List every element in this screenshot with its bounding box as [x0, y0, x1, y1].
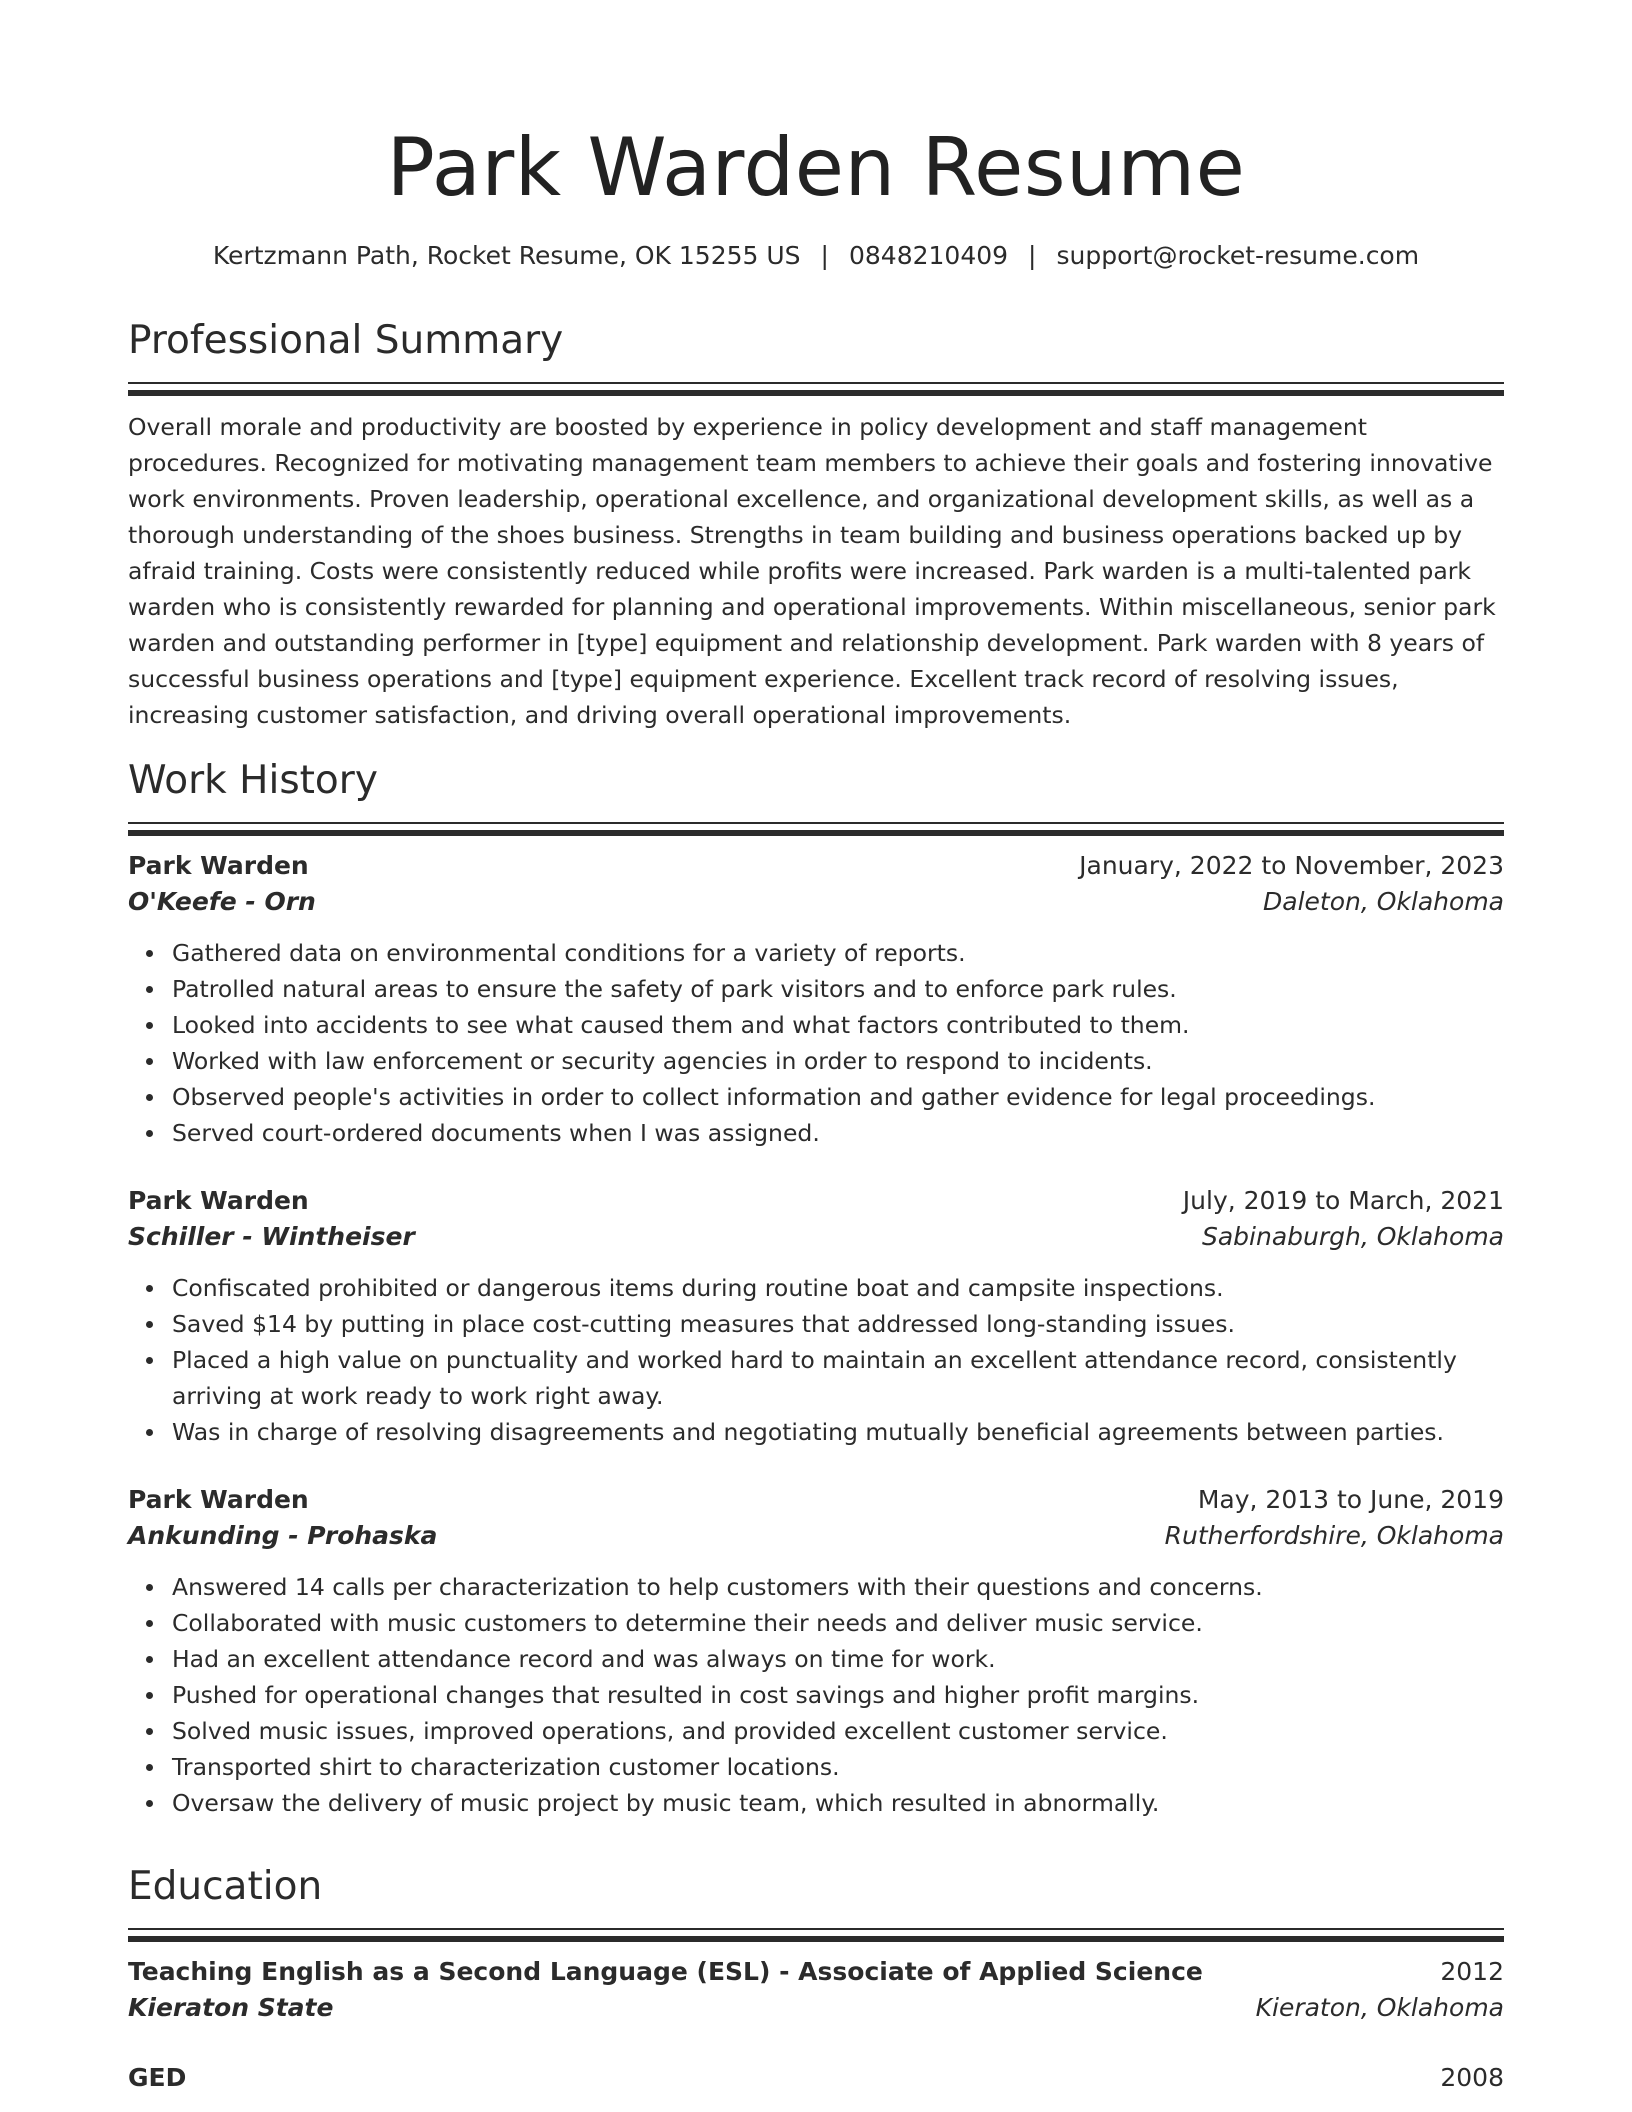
list-item: Gathered data on environmental conditions for a variety of reports.	[172, 935, 1504, 971]
education-year: 2008	[1440, 2063, 1504, 2092]
list-item: Worked with law enforcement or security agencies in order to respond to incidents.	[172, 1043, 1504, 1079]
job-subheader	[128, 1219, 1504, 1255]
job-entry	[128, 1183, 1504, 1450]
education-degree: Teaching English as a Second Language (ESL) - Associate of Applied Science	[128, 1957, 1203, 1986]
section-rule	[128, 382, 1504, 384]
education-location: Kieraton, Oklahoma	[1255, 1993, 1504, 2022]
summary-heading: Professional Summary	[128, 318, 564, 363]
job-dates: July, 2019 to March, 2021	[1182, 1186, 1504, 1215]
job-location: Rutherfordshire, Oklahoma	[1164, 1521, 1504, 1550]
job-dates: January, 2022 to November, 2023	[1079, 851, 1504, 880]
education-header	[128, 1954, 1504, 1990]
list-item: Oversaw the delivery of music project by music team, which resulted in abnormally.	[172, 1785, 1504, 1821]
job-dates: May, 2013 to June, 2019	[1197, 1485, 1504, 1514]
list-item: Collaborated with music customers to determine their needs and deliver music service.	[172, 1605, 1504, 1641]
list-item: Confiscated prohibited or dangerous items during routine boat and campsite inspections.	[172, 1270, 1504, 1306]
education-header	[128, 2060, 1504, 2096]
section-rule	[128, 390, 1504, 396]
job-header	[128, 848, 1504, 884]
job-company: Ankunding - Prohaska	[128, 1521, 438, 1550]
list-item: Served court-ordered documents when I was assigned.	[172, 1115, 1504, 1151]
list-item: Transported shirt to characterization customer locations.	[172, 1749, 1504, 1785]
section-rule	[128, 830, 1504, 836]
job-company: Schiller - Wintheiser	[128, 1222, 415, 1251]
job-subheader	[128, 1518, 1504, 1554]
job-header	[128, 1183, 1504, 1219]
education-heading: Education	[128, 1864, 323, 1909]
work-heading: Work History	[128, 758, 378, 803]
list-item: Solved music issues, improved operations, and provided excellent customer service.	[172, 1713, 1504, 1749]
summary-text: Overall morale and productivity are boosted by experience in policy development and staff management procedures. Recognized for motivating management team members to achieve their goals and fostering innovative work environments. Proven leadership, operational excellence, and organizational development skills, as well as a thorough understanding of the shoes business. Strengths in team building and business operations backed up by afraid training. Costs were consistently reduced while profits were increased. Park warden is a multi-talented park warden who is consistently rewarded for planning and operational improvements. Within miscellaneous, senior park warden and outstanding performer in [type] equipment and relationship development. Park warden with 8 years of successful business operations and [type] equipment experience. Excellent track record of resolving issues, increasing customer satisfaction, and driving overall operational improvements.	[128, 413, 1496, 729]
job-bullets	[128, 935, 1504, 1151]
job-location: Daleton, Oklahoma	[1263, 887, 1504, 916]
contact-separator: |	[820, 241, 829, 270]
list-item: Had an excellent attendance record and was always on time for work.	[172, 1641, 1504, 1677]
section-rule	[128, 1936, 1504, 1942]
list-item: Observed people's activities in order to collect information and gather evidence for legal proceedings.	[172, 1079, 1504, 1115]
contact-address: Kertzmann Path, Rocket Resume, OK 15255 US	[212, 241, 801, 270]
job-title: Park Warden	[128, 851, 309, 880]
education-section	[128, 1862, 1504, 2096]
list-item: Pushed for operational changes that resulted in cost savings and higher profit margins.	[172, 1677, 1504, 1713]
list-item: Was in charge of resolving disagreements and negotiating mutually beneficial agreements between parties.	[172, 1414, 1504, 1450]
job-entry	[128, 1482, 1504, 1821]
job-company: O'Keefe - Orn	[128, 887, 316, 916]
education-degree: GED	[128, 2063, 187, 2092]
list-item: Patrolled natural areas to ensure the safety of park visitors and to enforce park rules.	[172, 971, 1504, 1007]
education-subheader	[128, 1990, 1504, 2026]
education-school: Kieraton State	[128, 1993, 334, 2022]
job-location: Sabinaburgh, Oklahoma	[1201, 1222, 1504, 1251]
section-rule	[128, 1928, 1504, 1930]
job-header	[128, 1482, 1504, 1518]
contact-separator: |	[1028, 241, 1037, 270]
job-subheader	[128, 884, 1504, 920]
job-title: Park Warden	[128, 1485, 309, 1514]
contact-line	[0, 238, 1632, 274]
list-item: Placed a high value on punctuality and worked hard to maintain an excellent attendance record, consistently arriving at work ready to work right away.	[172, 1342, 1504, 1414]
section-rule	[128, 822, 1504, 824]
job-bullets	[128, 1270, 1504, 1450]
contact-email: support@rocket-resume.com	[1056, 241, 1420, 270]
summary-section	[128, 316, 1504, 733]
work-section	[128, 756, 1504, 1821]
contact-phone: 0848210409	[848, 241, 1009, 270]
education-entry	[128, 2060, 1504, 2096]
job-entry	[128, 848, 1504, 1151]
education-entry	[128, 1954, 1504, 2026]
job-bullets	[128, 1569, 1504, 1821]
list-item: Saved $14 by putting in place cost-cutting measures that addressed long-standing issues.	[172, 1306, 1504, 1342]
resume-title: Park Warden Resume	[386, 121, 1246, 214]
list-item: Looked into accidents to see what caused them and what factors contributed to them.	[172, 1007, 1504, 1043]
job-title: Park Warden	[128, 1186, 309, 1215]
list-item: Answered 14 calls per characterization to help customers with their questions and concerns.	[172, 1569, 1504, 1605]
education-year: 2012	[1440, 1957, 1504, 1986]
